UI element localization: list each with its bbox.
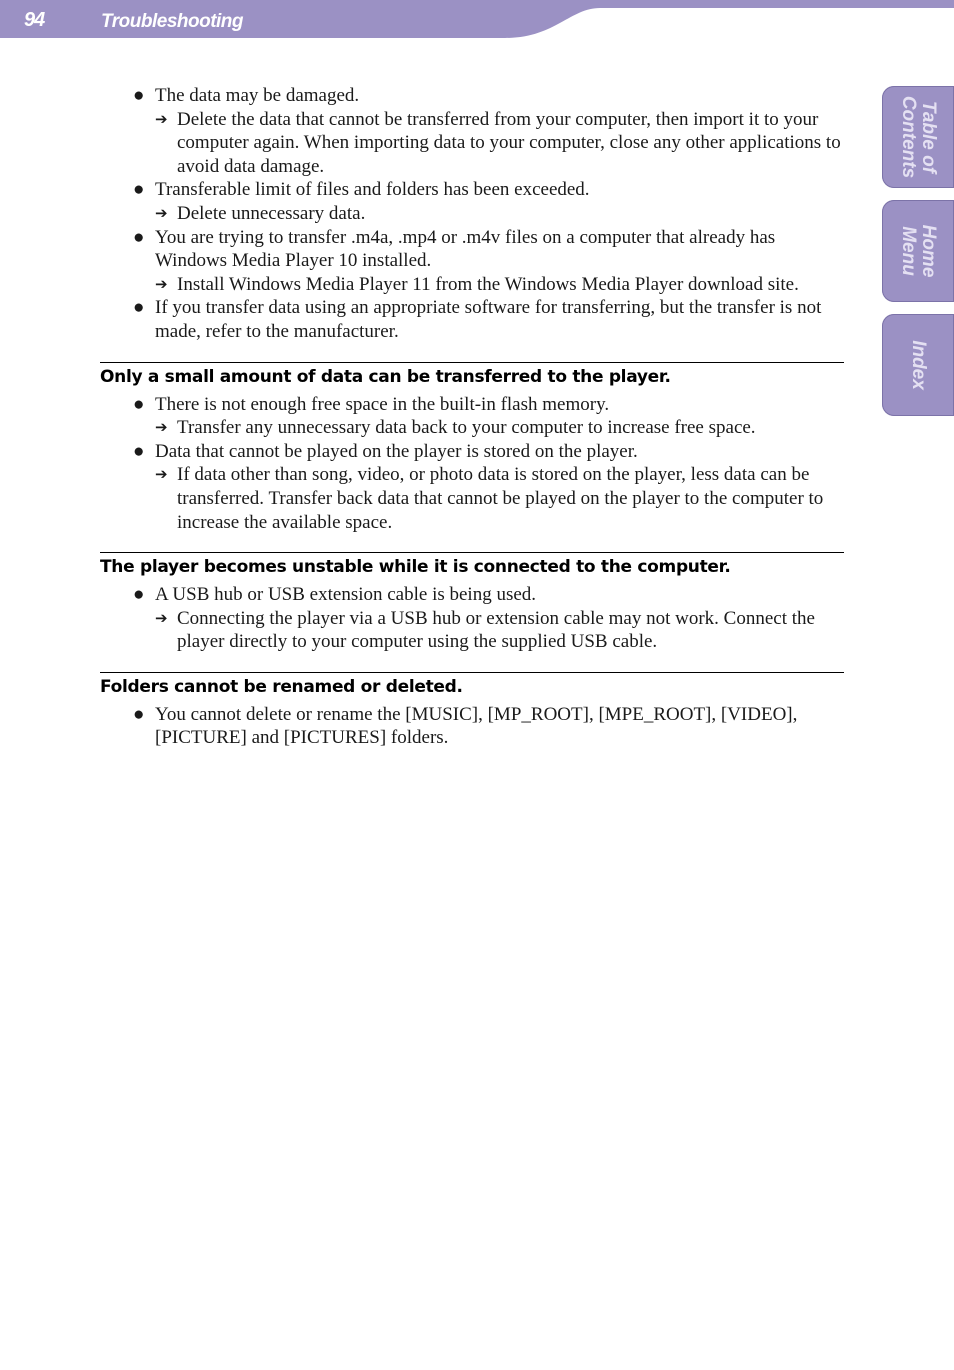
page-number: 94 (24, 9, 45, 31)
tab-home-menu-label: Home Menu (898, 224, 939, 278)
bullet-icon: ● (133, 440, 145, 462)
tab-index-label: Index (908, 340, 929, 390)
bullet-icon: ● (133, 703, 145, 725)
solution-item: ➔ Delete unnecessary data. (155, 202, 366, 224)
arrow-icon: ➔ (155, 109, 168, 128)
solution-item: ➔ Delete the data that cannot be transferred from your computer, then import it to your computer again. When importing data to your computer, close any other applications to avoid data damage. (155, 108, 841, 177)
bullet-icon: ● (133, 393, 145, 415)
bullet-icon: ● (133, 226, 145, 248)
bullet-icon: ● (133, 297, 145, 319)
list-item: ● You cannot delete or rename the [MUSIC], [MP_ROOT], [MPE_ROOT], [VIDEO], [PICTURE] and [PICTURES] folders. (133, 703, 798, 749)
arrow-icon: ➔ (155, 465, 168, 484)
solution-item: ➔ Transfer any unnecessary data back to your computer to increase free space. (155, 417, 756, 439)
solution-item: ➔ Connecting the player via a USB hub or extension cable may not work. Connect the player directly to your computer using the supplied USB cable. (155, 607, 815, 653)
solution-item: ➔ If data other than song, video, or photo data is stored on the player, less data can be transferred. Transfer back data that cannot be played on the player to the computer to increase the available space. (155, 464, 824, 533)
arrow-icon: ➔ (155, 608, 168, 627)
tab-table-of-contents-label: Table of Contents (898, 95, 939, 179)
section-heading: Folders cannot be renamed or deleted. (100, 672, 844, 699)
tab-index[interactable] (882, 314, 954, 416)
bullet-icon: ● (133, 179, 145, 201)
arrow-icon: ➔ (155, 418, 168, 437)
list-item: ● You are trying to transfer .m4a, .mp4 or .m4v files on a computer that already has Windows Media Player 10 installed. (133, 226, 776, 272)
list-item: ● Data that cannot be played on the player is stored on the player. (133, 440, 638, 462)
list-item: ● Transferable limit of files and folders has been exceeded. (133, 179, 590, 201)
list-item: ● There is not enough free space in the built-in flash memory. (133, 393, 610, 415)
header-section-title: Troubleshooting (101, 11, 244, 32)
tab-table-of-contents[interactable] (882, 86, 954, 188)
arrow-icon: ➔ (155, 274, 168, 293)
list-item: ● If you transfer data using an appropriate software for transferring, but the transfer is not made, refer to the manufacturer. (133, 297, 822, 342)
tab-home-menu[interactable] (882, 200, 954, 302)
list-item: ● The data may be damaged. (133, 85, 360, 106)
bullet-icon: ● (133, 584, 145, 606)
list-item: ● A USB hub or USB extension cable is being used. (133, 584, 537, 606)
section-heading: Only a small amount of data can be transferred to the player. (100, 362, 844, 389)
solution-item: ➔ Install Windows Media Player 11 from the Windows Media Player download site. (155, 273, 799, 295)
arrow-icon: ➔ (155, 203, 168, 222)
page-header (0, 0, 954, 40)
main-content (100, 84, 844, 750)
bullet-icon: ● (133, 85, 145, 106)
section-heading: The player becomes unstable while it is connected to the computer. (100, 552, 844, 579)
